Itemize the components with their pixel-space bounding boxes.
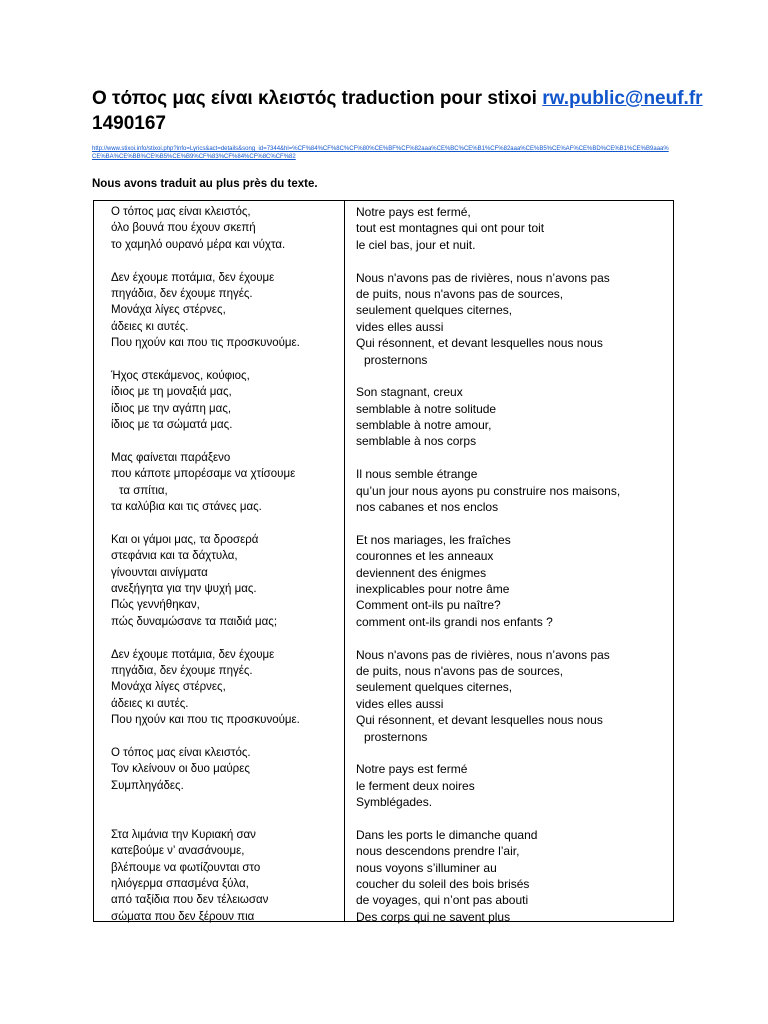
title-text: Ο τόπος μας είναι κλειστός traduction pour stixoi	[92, 88, 543, 109]
greek-verse-line: Συμπληγάδες.	[111, 779, 184, 792]
greek-verse-line: τα καλύβια και τις στάνες μας.	[111, 501, 262, 514]
french-verse-line: Son stagnant, creux	[356, 385, 463, 400]
french-verse-line: deviennent des énigmes	[356, 565, 487, 580]
greek-column	[94, 201, 345, 921]
french-verse-line: Et nos mariages, les fraîches	[356, 532, 511, 547]
greek-verse-line: Μονάχα λίγες στέρνες,	[111, 681, 226, 694]
french-verse-line: nos cabanes et nos enclos	[356, 500, 499, 515]
french-verse-line: couronnes et les anneaux	[356, 549, 494, 564]
greek-verse-line: πηγάδια, δεν έχουμε πηγές.	[111, 287, 253, 300]
french-verse-line: semblable à notre solitude	[356, 401, 497, 416]
greek-verse-line: Ο τόπος μας είναι κλειστός.	[111, 746, 251, 759]
french-verse-line: Nous n'avons pas de rivières, nous n’avons pas	[356, 270, 610, 285]
french-verse-line: de puits, nous n'avons pas de sources,	[356, 286, 564, 301]
french-verse-line	[356, 450, 673, 466]
french-verse-line: de voyages, qui n’ont pas abouti	[356, 893, 529, 908]
greek-verse-line: άδειες κι αυτές.	[111, 320, 189, 333]
greek-verse-line: βλέπουμε να φωτίζουνται στο	[111, 861, 261, 874]
french-verse-line: semblable à nos corps	[356, 434, 477, 449]
greek-verse-line: σώματα που δεν ξέρουν πια	[111, 910, 255, 923]
greek-verse-line: Ο τόπος μας είναι κλειστός,	[111, 206, 251, 218]
french-verse-line	[356, 630, 673, 646]
greek-verse-line: πώς δυναμώσανε τα παιδιά μας;	[111, 615, 278, 628]
french-verse-line: coucher du soleil des bois brisés	[356, 877, 530, 892]
french-verse-line: Il nous semble étrange	[356, 467, 478, 482]
greek-verse-line: που κάποτε μπορέσαμε να χτίσουμε	[111, 468, 296, 481]
greek-verse-line: Μονάχα λίγες στέρνες,	[111, 304, 226, 317]
greek-verse-line: Δεν έχουμε ποτάμια, δεν έχουμε	[111, 271, 275, 284]
greek-verse-line: πηγάδια, δεν έχουμε πηγές.	[111, 664, 253, 677]
french-verse-line: tout est montagnes qui ont pour toit	[356, 221, 545, 236]
french-verse-line: semblable à notre amour,	[356, 418, 492, 433]
greek-verse-line: ηλιόγερμα σπασμένα ξύλα,	[111, 878, 249, 891]
french-verse-line: le ferment deux noires	[356, 778, 475, 793]
french-verse-line: Nous n'avons pas de rivières, nous n’avons pas	[356, 647, 610, 662]
french-verse-line: Symblégades.	[356, 795, 433, 810]
greek-verse-line: όλο βουνά που έχουν σκεπή	[111, 222, 256, 235]
french-verse-line: le ciel bas, jour et nuit.	[356, 237, 476, 252]
email-link[interactable]: rw.public@neuf.fr	[542, 88, 703, 109]
french-verse-line: Notre pays est fermé	[356, 762, 468, 777]
french-verse-line: Comment ont-ils pu naître?	[356, 598, 501, 613]
greek-verse-line	[111, 794, 344, 810]
greek-verse-line: Στα λιμάνια την Κυριακή σαν	[111, 828, 256, 841]
greek-verse-line: Ήχος στεκάμενος, κούφιος,	[111, 369, 250, 382]
french-verse-line: seulement quelques citernes,	[356, 303, 513, 318]
french-verse-line: prosternons	[364, 729, 428, 744]
greek-verse-line: ίδιος με τη μοναξιά μας,	[111, 386, 232, 399]
greek-verse-line: ίδιος με τα σώματά μας.	[111, 419, 233, 432]
greek-verse-line	[111, 630, 344, 646]
greek-verse-line: τα σπίτια,	[119, 484, 168, 497]
greek-verse-line: το χαμηλό ουρανό μέρα και νύχτα.	[111, 238, 286, 251]
french-verse-line: Notre pays est fermé,	[356, 205, 471, 219]
source-url-link[interactable]: http://www.stixoi.info/stixoi.php?info=Lyrics&act=details&song_id=7344&hl=%CF%84%CF%8C%CF%80%CE%BF%CF%82aaa%CE%BC%CE%B1%CF%82aaa%CE%B5%CE%AF%CE%BD%CE%B1%CE%B9aaa%CE%BA%CE%BB%CE%B5%CE%B9%CF%83%CF%84%CF%8C%CF%82	[92, 146, 669, 160]
greek-verse-line	[111, 810, 344, 826]
greek-verse-line: κατεβούμε ν’ ανασάνουμε,	[111, 845, 245, 858]
greek-verse-line: Μας φαίνεται παράξενο	[111, 451, 231, 464]
document-title	[92, 86, 712, 136]
french-verse-line: Qui résonnent, et devant lesquelles nous nous	[356, 713, 603, 728]
french-verse-line: nous descendons prendre l’air,	[356, 844, 520, 859]
french-verse-line	[356, 253, 673, 269]
french-column	[345, 201, 673, 924]
greek-verse-line: Πώς γεννήθηκαν,	[111, 599, 200, 612]
greek-verse-line: γίνουνται αινίγματα	[111, 566, 208, 579]
greek-verse-line: Και οι γάμοι μας, τα δροσερά	[111, 533, 259, 546]
french-verse-line: inexplicables pour notre âme	[356, 581, 510, 596]
greek-verse-line: ανεξήγητα για την ψυχή μας.	[111, 582, 257, 595]
greek-verse-line: στεφάνια και τα δάχτυλα,	[111, 550, 238, 563]
greek-verse-line: Που ηχούν και που τις προσκυνούμε.	[111, 337, 300, 350]
greek-verse-line: από ταξίδια που δεν τέλειωσαν	[111, 894, 269, 907]
french-verse-line: vides elles aussi	[356, 696, 444, 711]
french-verse-line: prosternons	[364, 352, 428, 367]
french-verse-line	[356, 368, 673, 384]
greek-verse-line: Που ηχούν και που τις προσκυνούμε.	[111, 714, 300, 727]
french-verse-line	[356, 745, 673, 761]
greek-verse-line	[111, 515, 344, 531]
french-verse-line: nous voyons s’illuminer au	[356, 860, 497, 875]
french-verse-line: Dans les ports le dimanche quand	[356, 827, 538, 842]
greek-verse-line	[111, 729, 344, 745]
french-verse-line: comment ont-ils grandi nos enfants ?	[356, 614, 553, 629]
french-verse-line: qu’un jour nous ayons pu construire nos maisons,	[356, 483, 621, 498]
greek-verse-line: Δεν έχουμε ποτάμια, δεν έχουμε	[111, 648, 275, 661]
greek-verse-line	[111, 352, 344, 368]
french-verse-line: Qui résonnent, et devant lesquelles nous nous	[356, 336, 603, 351]
title-number: 1490167	[92, 113, 166, 134]
french-verse-line: de puits, nous n'avons pas de sources,	[356, 663, 564, 678]
poem-table	[93, 200, 674, 922]
french-verse-line: seulement quelques citernes,	[356, 680, 513, 695]
intro-text: Nous avons traduit au plus près du texte.	[92, 178, 318, 190]
greek-verse-line	[111, 433, 344, 449]
greek-verse-line: ίδιος με την αγάπη μας,	[111, 402, 232, 415]
french-verse-line	[356, 515, 673, 531]
greek-verse-line	[111, 253, 344, 269]
french-verse-line: vides elles aussi	[356, 319, 444, 334]
greek-verse-line: άδειες κι αυτές.	[111, 697, 189, 710]
french-verse-line	[356, 810, 673, 826]
greek-verse-line: Τον κλείνουν οι δυο μαύρες	[111, 763, 250, 776]
french-verse-line: Des corps qui ne savent plus	[356, 909, 511, 924]
